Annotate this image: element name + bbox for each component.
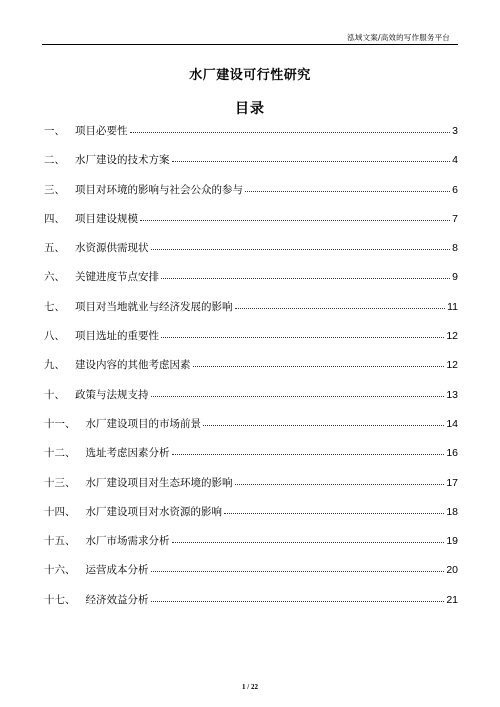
toc-entry-label: 政策与法规支持 [75,388,149,401]
toc-dot-leader [161,337,444,338]
toc-entry-number: 一、 [44,125,65,137]
toc-entry-page: 18 [446,505,458,518]
toc-entry[interactable] [44,185,458,214]
toc-dot-leader [235,308,446,309]
toc-dot-leader [172,161,451,162]
toc-entry-page: 7 [452,212,458,225]
toc-entry[interactable] [44,390,458,419]
toc-entry-number: 十五、 [44,535,76,548]
toc-entry-page: 17 [446,476,458,489]
toc-entry-number: 十四、 [44,505,76,518]
toc-entry-number: 五、 [44,242,65,255]
toc-entry-label: 运营成本分析 [85,564,149,577]
toc-dot-leader [172,542,445,543]
toc-entry-page: 12 [446,359,458,372]
toc-entry-label: 关键进度节点安排 [75,271,159,284]
toc-entry[interactable] [44,243,458,272]
toc-entry[interactable] [44,331,458,360]
toc-entry-number: 八、 [44,330,65,343]
toc-entry-label: 水厂建设项目对生态环境的影响 [85,476,233,489]
toc-entry-label: 项目必要性 [75,125,128,137]
toc-entry[interactable] [44,507,458,536]
toc-entry-page: 3 [452,125,458,137]
toc-entry-page: 16 [446,447,458,460]
toc-dot-leader [140,220,450,221]
toc-dot-leader [161,278,450,279]
toc-dot-leader [130,132,451,133]
toc-entry[interactable] [44,536,458,565]
toc-dot-leader [245,191,450,192]
toc-entry-page: 8 [452,242,458,255]
toc-entry-number: 九、 [44,359,65,372]
toc-entry-number: 二、 [44,154,65,167]
toc-list [44,126,458,624]
toc-entry-label: 项目对环境的影响与社会公众的参与 [75,183,243,196]
toc-dot-leader [235,484,445,485]
toc-entry-label: 水资源供需现状 [75,242,149,255]
toc-entry-label: 项目选址的重要性 [75,330,159,343]
toc-entry-page: 21 [446,593,458,606]
toc-entry-label: 水厂建设的技术方案 [75,154,170,167]
toc-dot-leader [193,366,445,367]
page-number: 1 / 22 [242,683,258,691]
header-text: 泓域文案/高效的写作服务平台 [347,33,450,42]
toc-entry-number: 六、 [44,271,65,284]
toc-entry-number: 十一、 [44,417,76,430]
toc-entry-label: 项目建设规模 [75,212,138,225]
toc-entry-label: 经济效益分析 [85,593,149,606]
toc-entry-number: 三、 [44,183,65,196]
toc-entry-page: 13 [446,388,458,401]
toc-dot-leader [151,601,445,602]
toc-dot-leader [151,249,451,250]
toc-entry[interactable] [44,448,458,477]
toc-entry-number: 十三、 [44,476,76,489]
toc-entry-number: 十、 [44,388,65,401]
toc-entry[interactable] [44,478,458,507]
toc-dot-leader [172,454,445,455]
toc-entry-label: 选址考虑因素分析 [85,447,170,460]
toc-entry-page: 11 [447,300,458,313]
toc-entry-label: 项目对当地就业与经济发展的影响 [75,300,233,313]
toc-entry[interactable] [44,360,458,389]
toc-dot-leader [203,425,444,426]
toc-entry-label: 建设内容的其他考虑因素 [75,359,191,372]
toc-entry-page: 20 [446,564,458,577]
toc-dot-leader [151,396,445,397]
toc-entry-number: 十二、 [44,447,76,460]
toc-entry-page: 14 [446,417,458,430]
toc-entry[interactable] [44,419,458,448]
toc-entry-label: 水厂市场需求分析 [85,535,170,548]
header-divider [42,44,458,45]
toc-entry[interactable] [44,272,458,301]
toc-entry-label: 水厂建设项目的市场前景 [85,417,201,430]
toc-entry-page: 6 [452,183,458,196]
toc-entry[interactable] [44,302,458,331]
toc-entry[interactable] [44,595,458,624]
toc-entry-page: 19 [446,535,458,548]
toc-entry-number: 十七、 [44,593,76,606]
toc-entry-page: 4 [452,154,458,167]
toc-entry-page: 9 [452,271,458,284]
toc-entry[interactable] [44,565,458,594]
toc-entry-number: 七、 [44,300,65,313]
toc-dot-leader [224,513,444,514]
toc-dot-leader [151,571,445,572]
toc-entry-label: 水厂建设项目对水资源的影响 [85,505,222,518]
toc-entry[interactable] [44,126,458,155]
document-title: 水厂建设可行性研究 [189,68,311,83]
toc-entry-number: 四、 [44,212,65,225]
toc-title: 目录 [235,101,265,117]
toc-entry[interactable] [44,155,458,184]
toc-entry-page: 12 [446,330,458,343]
toc-entry-number: 十六、 [44,564,76,577]
toc-entry[interactable] [44,214,458,243]
